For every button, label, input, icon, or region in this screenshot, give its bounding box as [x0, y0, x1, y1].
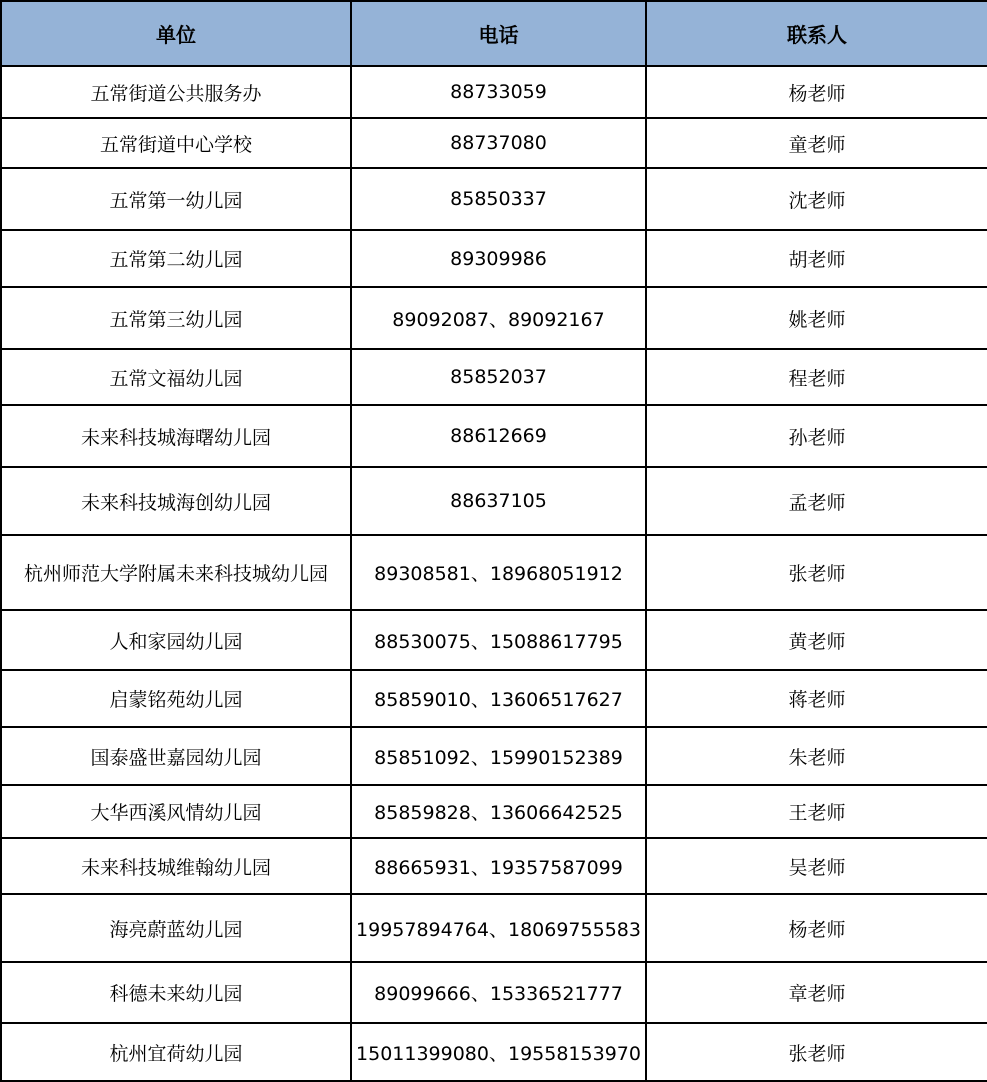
phone-cell: 15011399080、19558153970: [351, 1023, 646, 1081]
contact-cell: 杨老师: [646, 894, 987, 962]
unit-cell: 五常街道中心学校: [1, 118, 351, 168]
unit-cell: 人和家园幼儿园: [1, 610, 351, 670]
header-row: [1, 1, 987, 66]
contact-cell: 沈老师: [646, 168, 987, 230]
unit-cell: 杭州宜荷幼儿园: [1, 1023, 351, 1081]
table-row: [1, 66, 987, 118]
contact-cell: 孙老师: [646, 405, 987, 467]
unit-cell: 大华西溪风情幼儿园: [1, 785, 351, 838]
unit-cell: 科德未来幼儿园: [1, 962, 351, 1023]
phone-cell: 89308581、18968051912: [351, 535, 646, 610]
table-row: [1, 118, 987, 168]
contact-cell: 蒋老师: [646, 670, 987, 727]
phone-cell: 85850337: [351, 168, 646, 230]
table-row: [1, 610, 987, 670]
header-phone: 电话: [351, 1, 646, 66]
unit-cell: 五常第三幼儿园: [1, 287, 351, 349]
unit-cell: 国泰盛世嘉园幼儿园: [1, 727, 351, 785]
contact-cell: 张老师: [646, 1023, 987, 1081]
unit-cell: 杭州师范大学附属未来科技城幼儿园: [1, 535, 351, 610]
contact-cell: 杨老师: [646, 66, 987, 118]
phone-cell: 89092087、89092167: [351, 287, 646, 349]
table-row: [1, 405, 987, 467]
contact-cell: 朱老师: [646, 727, 987, 785]
table-row: [1, 467, 987, 535]
unit-cell: 启蒙铭苑幼儿园: [1, 670, 351, 727]
phone-cell: 85859828、13606642525: [351, 785, 646, 838]
contact-cell: 童老师: [646, 118, 987, 168]
contact-cell: 王老师: [646, 785, 987, 838]
table-row: [1, 230, 987, 287]
unit-cell: 未来科技城海曙幼儿园: [1, 405, 351, 467]
table-row: [1, 1023, 987, 1081]
table-row: [1, 838, 987, 894]
phone-cell: 88637105: [351, 467, 646, 535]
header-contact: 联系人: [646, 1, 987, 66]
phone-cell: 85851092、15990152389: [351, 727, 646, 785]
contact-cell: 黄老师: [646, 610, 987, 670]
table-row: [1, 962, 987, 1023]
table-row: [1, 894, 987, 962]
table-row: [1, 349, 987, 405]
phone-cell: 89099666、15336521777: [351, 962, 646, 1023]
table-row: [1, 670, 987, 727]
table-row: [1, 168, 987, 230]
phone-cell: 88530075、15088617795: [351, 610, 646, 670]
contact-cell: 章老师: [646, 962, 987, 1023]
unit-cell: 五常街道公共服务办: [1, 66, 351, 118]
unit-cell: 五常第一幼儿园: [1, 168, 351, 230]
phone-cell: 85859010、13606517627: [351, 670, 646, 727]
table-row: [1, 535, 987, 610]
table-row: [1, 727, 987, 785]
unit-cell: 未来科技城海创幼儿园: [1, 467, 351, 535]
phone-cell: 85852037: [351, 349, 646, 405]
unit-cell: 五常文福幼儿园: [1, 349, 351, 405]
unit-cell: 海亮蔚蓝幼儿园: [1, 894, 351, 962]
table-row: [1, 287, 987, 349]
phone-cell: 19957894764、18069755583: [351, 894, 646, 962]
phone-cell: 88665931、19357587099: [351, 838, 646, 894]
header-unit: 单位: [1, 1, 351, 66]
contact-cell: 姚老师: [646, 287, 987, 349]
phone-cell: 88737080: [351, 118, 646, 168]
table-row: [1, 785, 987, 838]
contact-cell: 吴老师: [646, 838, 987, 894]
contact-cell: 孟老师: [646, 467, 987, 535]
contact-cell: 程老师: [646, 349, 987, 405]
phone-cell: 89309986: [351, 230, 646, 287]
unit-cell: 五常第二幼儿园: [1, 230, 351, 287]
unit-cell: 未来科技城维翰幼儿园: [1, 838, 351, 894]
phone-cell: 88612669: [351, 405, 646, 467]
contact-cell: 张老师: [646, 535, 987, 610]
phone-cell: 88733059: [351, 66, 646, 118]
contact-cell: 胡老师: [646, 230, 987, 287]
